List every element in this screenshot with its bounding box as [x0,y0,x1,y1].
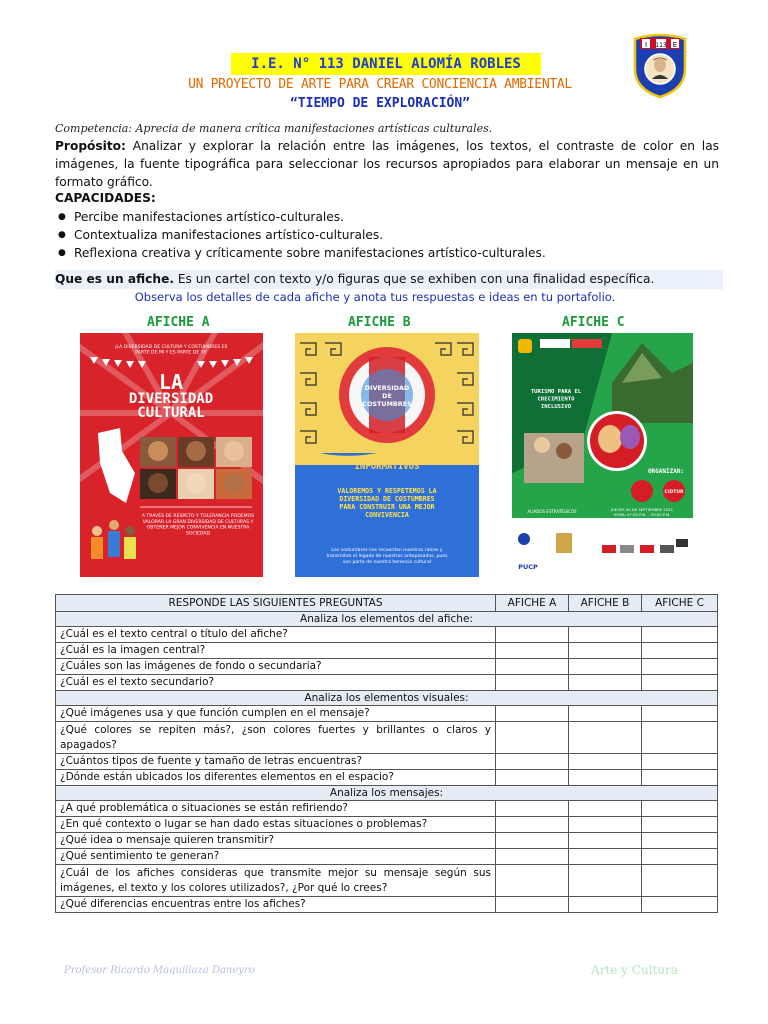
school-logo [631,29,689,99]
question-text: ¿Dónde están ubicados los diferentes elementos en el espacio? [56,770,496,786]
answer-cell-b[interactable] [569,865,642,897]
section-row [56,612,718,627]
afiche-c-art [512,333,693,577]
answer-cell-c[interactable] [642,722,718,754]
table-row [56,865,718,897]
proposito-paragraph [55,137,719,191]
afiche-a-art [80,333,263,577]
afiche-b-label: AFICHE B [348,315,411,330]
afiche-b-circle-text: DIVERSIDAD DE COSTUMBRES [362,384,412,408]
answer-cell-b[interactable] [569,675,642,691]
proposito-label: Propósito: [55,139,126,153]
table-row [56,754,718,770]
afiche-c-title: TURISMO PARA EL CRECIMIENTO INCLUSIVO [530,389,582,410]
question-text: ¿Cuál es el texto central o título del afiche? [56,627,496,643]
afiche-c-org: CIDTUR [664,490,684,495]
project-title: UN PROYECTO DE ARTE PARA CREAR CONCIENCIA AMBIENTAL [188,77,572,92]
answer-cell-a[interactable] [496,659,569,675]
answer-cell-b[interactable] [569,643,642,659]
question-text: ¿Cuántos tipos de fuente y tamaño de letras encuentras? [56,754,496,770]
answer-cell-a[interactable] [496,801,569,817]
table-row [56,770,718,786]
table-row [56,833,718,849]
answer-cell-b[interactable] [569,801,642,817]
header-questions: RESPONDE LAS SIGUIENTES PREGUNTAS [56,595,496,612]
table-row [56,849,718,865]
question-text: ¿Cuál es la imagen central? [56,643,496,659]
answer-cell-c[interactable] [642,833,718,849]
question-text: ¿Cuáles son las imágenes de fondo o secundaria? [56,659,496,675]
answer-cell-a[interactable] [496,643,569,659]
afiche-a-label: AFICHE A [147,315,210,330]
afiche-b-headline: VALOREMOS Y RESPETEMOS LA DIVERSIDAD DE COSTUMBRES PARA CONSTRUIR UNA MEJOR CONVIVENCIA [337,487,437,519]
afiche-a-title-3: CULTURAL [137,405,205,421]
questions-table [55,594,718,913]
table-row [56,801,718,817]
afiche-a-top-text: ¡LA DIVERSIDAD DE CULTURA Y COSTUMBRES ES PARTE DE MI Y ES PARTE DE TI! [114,345,228,356]
answer-cell-c[interactable] [642,627,718,643]
capacidades-title: CAPACIDADES: [55,191,156,205]
answer-cell-a[interactable] [496,865,569,897]
footer-course: Arte y Cultura [591,963,678,977]
answer-cell-c[interactable] [642,706,718,722]
answer-cell-c[interactable] [642,817,718,833]
capacidad-item: ● Percibe manifestaciones artístico-culturales. [55,208,719,226]
logo-letter-i: I [644,41,648,49]
footer-author: Profesor Ricardo Maquillaza Daneyro [64,965,255,976]
question-text: ¿Qué imágenes usa y que función cumplen en el mensaje? [56,706,496,722]
afiche-b-footer: Las costumbres nos recuerdan nuestras raíces y transmiten el legado de nuestros antepasados, pues son parte de nuestra herencia cultural [326,548,448,565]
afiche-b-poster [295,333,479,577]
afiche-definition [55,270,723,289]
proposito-text: Analizar y explorar la relación entre las imágenes, los textos, el contraste de color en las imágenes, la fuente tipográfica para seleccionar los recursos apropiados para elaborar un mensaje en un formato gráfico. [55,139,720,189]
answer-cell-b[interactable] [569,706,642,722]
section-title: Analiza los mensajes: [56,786,718,801]
answer-cell-a[interactable] [496,817,569,833]
answer-cell-b[interactable] [569,627,642,643]
afiche-c-pucp: PUCP [518,563,538,571]
answer-cell-a[interactable] [496,897,569,913]
capacidad-item: ● Reflexiona creativa y críticamente sobre manifestaciones artístico-culturales. [55,244,719,262]
question-text: ¿Qué diferencias encuentras entre los afiches? [56,897,496,913]
table-row [56,722,718,754]
afiche-a-poster [80,333,263,577]
competencia-text: Competencia: Aprecia de manera crítica manifestaciones artísticas culturales. [55,122,493,135]
answer-cell-a[interactable] [496,722,569,754]
afiche-c-poster [512,333,693,577]
table-row [56,817,718,833]
answer-cell-a[interactable] [496,706,569,722]
question-text: ¿En qué contexto o lugar se han dado estas situaciones o problemas? [56,817,496,833]
afiche-c-label: AFICHE C [562,315,625,330]
answer-cell-c[interactable] [642,675,718,691]
header-afiche-c: AFICHE C [642,595,718,612]
afiche-a-title-2: DIVERSIDAD [128,391,214,407]
answer-cell-b[interactable] [569,849,642,865]
section-row [56,691,718,706]
section-title: Analiza los elementos del afiche: [56,612,718,627]
afiche-c-fecha: JUEVES 30 DE SEPTIEMBRE 2021 HORA: 07:00 P.M. – 09:00 P.M. [610,507,674,517]
capacidades-list [55,208,719,262]
question-text: ¿Cuál de los afiches consideras que transmite mejor su mensaje según sus imágenes, el texto y los colores utilizados?, ¿Por qué lo crees? [56,865,496,897]
answer-cell-b[interactable] [569,754,642,770]
answer-cell-b[interactable] [569,897,642,913]
header-afiche-a: AFICHE A [496,595,569,612]
table-row [56,659,718,675]
answer-cell-c[interactable] [642,897,718,913]
table-row [56,643,718,659]
afiche-definition-text: Es un cartel con texto y/o figuras que se exhiben con una finalidad específica. [173,272,655,286]
question-text: ¿Qué sentimiento te generan? [56,849,496,865]
afiche-c-organiza: ORGANIZAN: [647,468,685,475]
table-row [56,897,718,913]
observa-instruction: Observa los detalles de cada afiche y anota tus respuestas e ideas en tu portafolio. [134,290,616,304]
answer-cell-a[interactable] [496,849,569,865]
logo-number: 113 [655,42,667,49]
answer-cell-c[interactable] [642,849,718,865]
answer-cell-a[interactable] [496,675,569,691]
table-header-row [56,595,718,612]
answer-cell-b[interactable] [569,770,642,786]
answer-cell-a[interactable] [496,770,569,786]
answer-cell-a[interactable] [496,833,569,849]
capacidad-item: ● Contextualiza manifestaciones artístico-culturales. [55,226,719,244]
question-text: ¿Cuál es el texto secundario? [56,675,496,691]
question-text: ¿A qué problemática o situaciones se están refiriendo? [56,801,496,817]
answer-cell-c[interactable] [642,643,718,659]
answer-cell-c[interactable] [642,754,718,770]
section-title: Analiza los elementos visuales: [56,691,718,706]
logo-letter-e: E [672,41,678,49]
afiche-b-art [295,333,479,577]
answer-cell-c[interactable] [642,801,718,817]
answer-cell-b[interactable] [569,817,642,833]
afiche-a-title-1: LA [158,370,184,394]
question-text: ¿Qué idea o mensaje quieren transmitir? [56,833,496,849]
session-title: “TIEMPO DE EXPLORACIÓN” [289,96,470,111]
section-row [56,786,718,801]
table-row [56,706,718,722]
answer-cell-a[interactable] [496,627,569,643]
afiche-a-bottom-text: A TRAVÉS DE RESPETO Y TOLERANCIA PODEMOS VALORAR LA GRAN DIVERSIDAD DE CULTURAS Y OBTENER MEJOR CONVIVENCIA EN NUESTRA SOCIEDAD [141,514,255,537]
answer-cell-c[interactable] [642,770,718,786]
answer-cell-c[interactable] [642,865,718,897]
answer-cell-b[interactable] [569,659,642,675]
answer-cell-c[interactable] [642,659,718,675]
school-title: I.E. N° 113 DANIEL ALOMÍA ROBLES [231,53,541,75]
answer-cell-b[interactable] [569,833,642,849]
afiche-c-aliados: ALIADOS ESTRATÉGICOS [527,509,577,514]
afiche-b-band: INFORMATIVOS [354,462,420,472]
question-text: ¿Qué colores se repiten más?, ¿son colores fuertes y brillantes o claros y apagados? [56,722,496,754]
answer-cell-b[interactable] [569,722,642,754]
table-row [56,675,718,691]
afiche-definition-label: Que es un afiche. [55,272,174,286]
table-row [56,627,718,643]
answer-cell-a[interactable] [496,754,569,770]
header-afiche-b: AFICHE B [569,595,642,612]
